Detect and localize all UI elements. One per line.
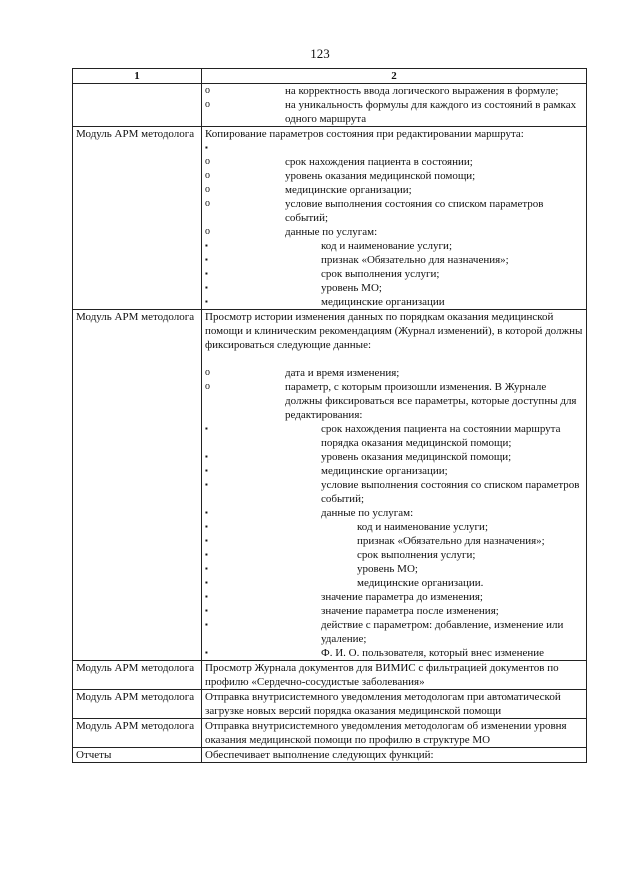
circle-bullet-icon: o — [205, 381, 210, 392]
module-cell — [73, 84, 202, 127]
list-item — [205, 141, 583, 155]
square-bullet-icon: ▪ — [205, 283, 208, 292]
square-bullet-icon: ▪ — [205, 480, 208, 489]
list-item — [205, 295, 583, 309]
module-cell: Модуль АРМ методолога — [73, 310, 202, 661]
column-header-2: 2 — [202, 69, 587, 84]
module-cell: Модуль АРМ методолога — [73, 127, 202, 310]
list-item — [205, 225, 583, 239]
list-item-text: уровень МО; — [357, 563, 418, 575]
module-cell: Модуль АРМ методолога — [73, 690, 202, 719]
list-item-text: медицинские организации; — [285, 184, 412, 196]
list-item-text: условие выполнения состояния со списком параметров событий; — [285, 198, 544, 224]
module-cell: Отчеты — [73, 748, 202, 763]
page-number: 123 — [310, 46, 330, 61]
module-cell: Модуль АРМ методолога — [73, 719, 202, 748]
square-bullet-icon: ▪ — [205, 536, 208, 545]
description-cell — [202, 84, 587, 127]
square-bullet-icon: ▪ — [205, 648, 208, 657]
table-row — [73, 690, 587, 719]
list-item — [205, 534, 583, 548]
square-bullet-icon: ▪ — [205, 269, 208, 278]
list-item-text: уровень оказания медицинской помощи; — [285, 170, 476, 182]
list-item-text: значение параметра до изменения; — [321, 591, 483, 603]
list-item — [205, 281, 583, 295]
list-item-text: признак «Обязательно для назначения»; — [357, 535, 545, 547]
description-cell — [202, 748, 587, 763]
list-item — [205, 450, 583, 464]
description-cell — [202, 719, 587, 748]
list-item-text: данные по услугам: — [321, 507, 414, 519]
list-item-text: уровень МО; — [321, 282, 382, 294]
square-bullet-icon: ▪ — [205, 592, 208, 601]
circle-bullet-icon: o — [205, 156, 210, 167]
list-item-text: данные по услугам: — [285, 226, 378, 238]
list-item-text: уровень оказания медицинской помощи; — [321, 451, 512, 463]
list-item-text: условие выполнения состояния со списком параметров событий; — [321, 479, 580, 505]
list-item-text: Ф. И. О. пользователя, который внес изменение — [321, 647, 545, 659]
table-row — [73, 661, 587, 690]
list-item-text: срок нахождения пациента в состоянии; — [285, 156, 473, 168]
list-item-text: медицинские организации — [321, 296, 445, 308]
blank-line — [205, 352, 583, 366]
square-bullet-icon: ▪ — [205, 620, 208, 629]
square-bullet-icon: ▪ — [205, 241, 208, 250]
list-item — [205, 562, 583, 576]
list-item-text: на корректность ввода логического выражения в формуле; — [285, 85, 559, 97]
module-cell: Модуль АРМ методолога — [73, 661, 202, 690]
list-item — [205, 155, 583, 169]
list-item-text: код и наименование услуги; — [357, 521, 489, 533]
list-item-text: медицинские организации. — [357, 577, 484, 589]
table-row — [73, 127, 587, 310]
list-item — [205, 239, 583, 253]
list-item — [205, 478, 583, 506]
list-item — [205, 183, 583, 197]
circle-bullet-icon: o — [205, 85, 210, 96]
description-cell — [202, 127, 587, 310]
description-cell — [202, 310, 587, 661]
paragraph: Копирование параметров состояния при редактировании маршрута: — [205, 128, 524, 140]
table-row — [73, 84, 587, 127]
square-bullet-icon: ▪ — [205, 143, 208, 152]
paragraph: Просмотр истории изменения данных по порядкам оказания медицинской помощи и клиническим рекомендациям (Журнал изменений), в которой должны фиксироваться следующие данные: — [205, 311, 583, 351]
square-bullet-icon: ▪ — [205, 564, 208, 573]
circle-bullet-icon: o — [205, 226, 210, 237]
square-bullet-icon: ▪ — [205, 424, 208, 433]
list-item — [205, 253, 583, 267]
list-item-text: дата и время изменения; — [285, 367, 400, 379]
list-item-text: на уникальность формулы для каждого из состояний в рамках одного маршрута — [285, 99, 577, 125]
paragraph: Отправка внутрисистемного уведомления методологам об изменении уровня оказания медицинской помощи по профилю в структуре МО — [205, 720, 567, 746]
list-item — [205, 197, 583, 225]
list-item-text: код и наименование услуги; — [321, 240, 453, 252]
table-header-row — [73, 69, 587, 84]
paragraph: Просмотр Журнала документов для ВИМИС с фильтрацией документов по профилю «Сердечно-сосудистые заболевания» — [205, 662, 559, 688]
list-item — [205, 422, 583, 450]
description-cell — [202, 661, 587, 690]
circle-bullet-icon: o — [205, 198, 210, 209]
list-item-text: срок нахождения пациента на состоянии маршрута порядка оказания медицинской помощи; — [321, 423, 561, 449]
list-item-text: признак «Обязательно для назначения»; — [321, 254, 509, 266]
list-item — [205, 169, 583, 183]
square-bullet-icon: ▪ — [205, 522, 208, 531]
list-item — [205, 548, 583, 562]
list-item — [205, 366, 583, 380]
list-item — [205, 520, 583, 534]
list-item-text: срок выполнения услуги; — [321, 268, 440, 280]
list-item — [205, 464, 583, 478]
square-bullet-icon: ▪ — [205, 452, 208, 461]
square-bullet-icon: ▪ — [205, 508, 208, 517]
description-cell — [202, 690, 587, 719]
list-item-text: параметр, с которым произошли изменения. В Журнале должны фиксироваться все параметры, которые доступны для редактирования: — [285, 381, 577, 421]
square-bullet-icon: ▪ — [205, 606, 208, 615]
list-item — [205, 590, 583, 604]
list-item — [205, 98, 583, 126]
circle-bullet-icon: o — [205, 99, 210, 110]
square-bullet-icon: ▪ — [205, 297, 208, 306]
list-item — [205, 506, 583, 520]
table-row — [73, 748, 587, 763]
square-bullet-icon: ▪ — [205, 550, 208, 559]
paragraph: Отправка внутрисистемного уведомления методологам при автоматической загрузке новых версий порядка оказания медицинской помощи — [205, 691, 561, 717]
list-item — [205, 576, 583, 590]
requirements-table — [72, 68, 587, 763]
circle-bullet-icon: o — [205, 170, 210, 181]
square-bullet-icon: ▪ — [205, 255, 208, 264]
list-item-text: срок выполнения услуги; — [357, 549, 476, 561]
list-item — [205, 604, 583, 618]
list-item-text: значение параметра после изменения; — [321, 605, 499, 617]
column-header-1: 1 — [73, 69, 202, 84]
square-bullet-icon: ▪ — [205, 466, 208, 475]
list-item — [205, 646, 583, 660]
list-item — [205, 380, 583, 422]
table-row — [73, 310, 587, 661]
list-item — [205, 267, 583, 281]
circle-bullet-icon: o — [205, 184, 210, 195]
paragraph: Обеспечивает выполнение следующих функций: — [205, 749, 434, 761]
list-item-text: медицинские организации; — [321, 465, 448, 477]
square-bullet-icon: ▪ — [205, 578, 208, 587]
circle-bullet-icon: o — [205, 367, 210, 378]
table-row — [73, 719, 587, 748]
list-item — [205, 84, 583, 98]
list-item-text: действие с параметром: добавление, изменение или удаление; — [321, 619, 564, 645]
list-item — [205, 618, 583, 646]
